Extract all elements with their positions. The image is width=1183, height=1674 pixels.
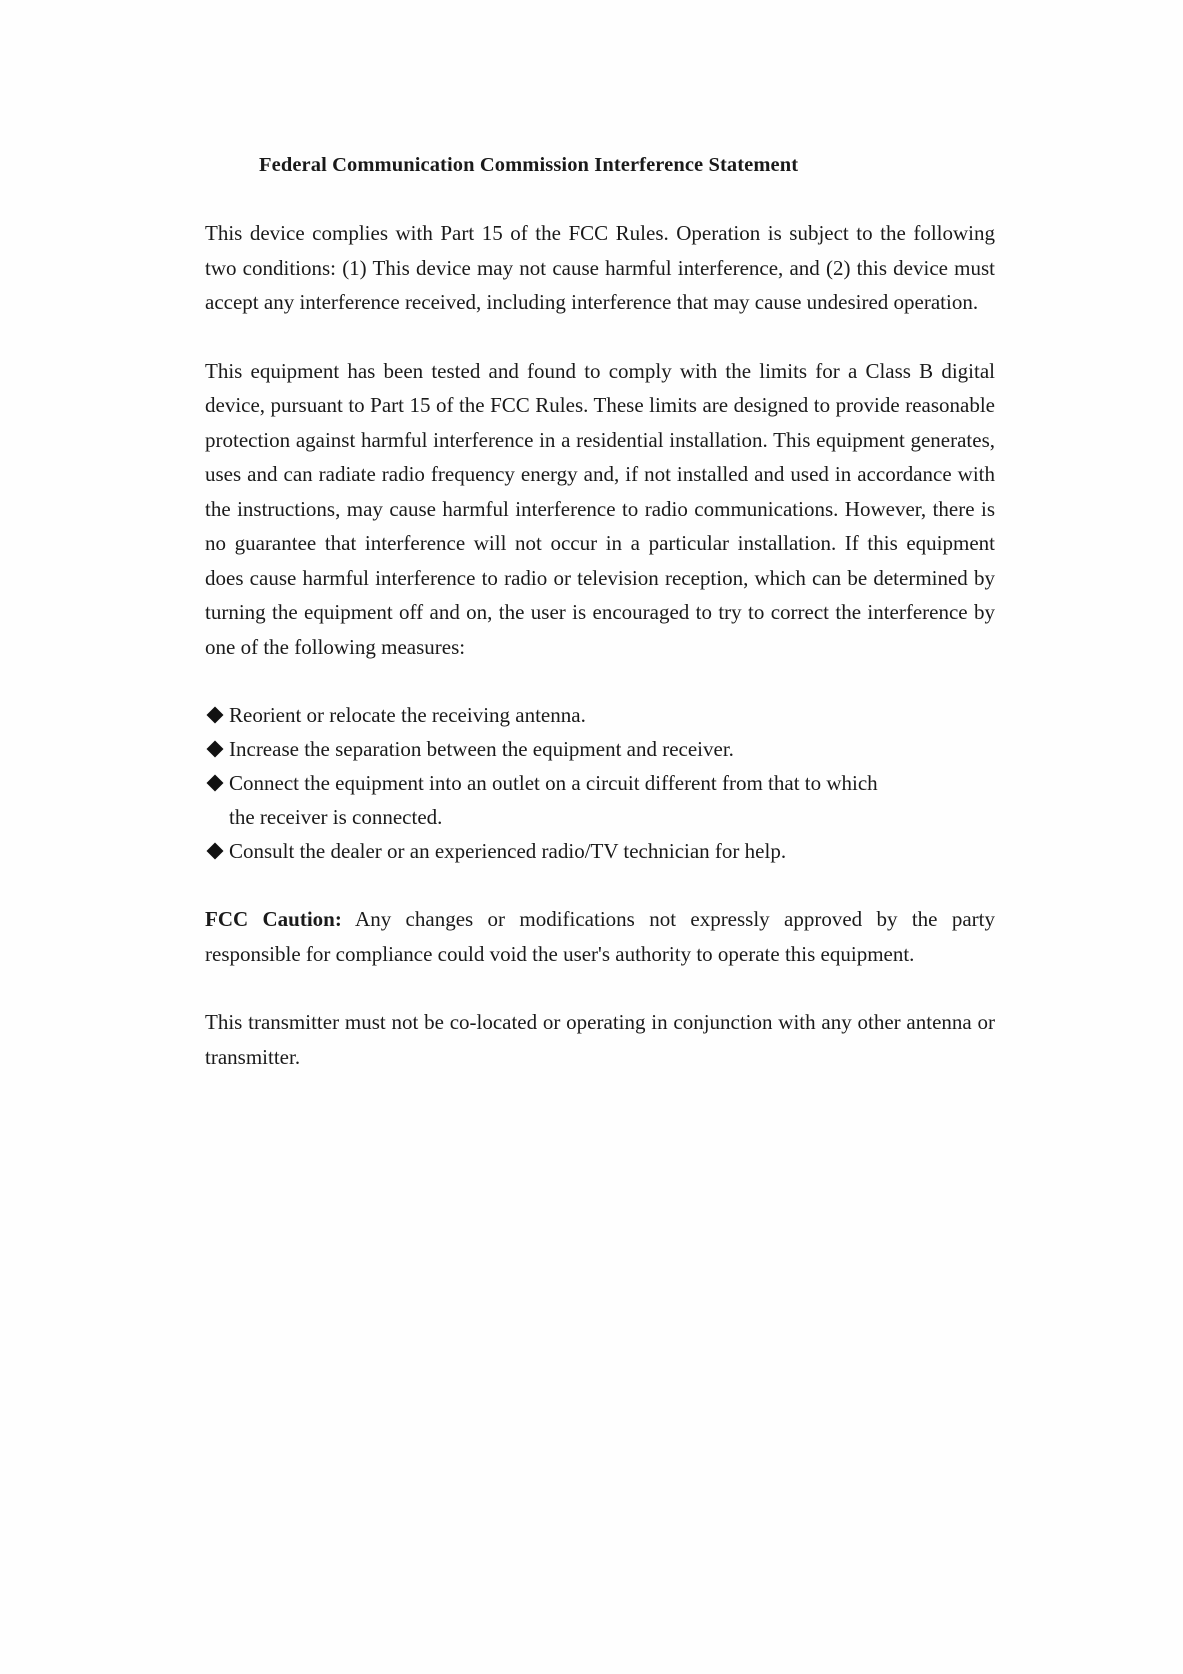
page-title: Federal Communication Commission Interference Statement [259, 154, 799, 176]
list-item-text: Connect the equipment into an outlet on a circuit different from that to which the receiver is connected. [229, 771, 878, 829]
compliance-paragraph: This device complies with Part 15 of the FCC Rules. Operation is subject to the following two conditions: (1) This device may not cause harmful interference, and (2) this device must accept any interference received, including interference that may cause undesired operation. [205, 221, 995, 314]
list-item [205, 698, 885, 732]
fcc-caution-label: FCC Caution: [205, 907, 342, 931]
list-item [205, 834, 885, 868]
diamond-bullet-icon [205, 766, 229, 800]
diamond-bullet-icon [205, 698, 229, 732]
list-item [205, 766, 885, 834]
fcc-caution-paragraph [205, 902, 995, 971]
class-b-paragraph: This equipment has been tested and found to comply with the limits for a Class B digital device, pursuant to Part 15 of the FCC Rules. These limits are designed to provide reasonable protection against harmful interference in a residential installation. This equipment generates, uses and can radiate radio frequency energy and, if not installed and used in accordance with the instructions, may cause harmful interference to radio communications. However, there is no guarantee that interference will not occur in a particular installation. If this equipment does cause harmful interference to radio or television reception, which can be determined by turning the equipment off and on, the user is encouraged to try to correct the interference by one of the following measures: [205, 358, 995, 659]
measures-list [205, 698, 885, 868]
co-location-paragraph: This transmitter must not be co-located or operating in conjunction with any other antenna or transmitter. [205, 1010, 995, 1069]
list-item [205, 732, 885, 766]
diamond-bullet-icon [205, 732, 229, 766]
diamond-bullet-icon [205, 834, 229, 868]
list-item-text: Reorient or relocate the receiving antenna. [229, 703, 586, 727]
list-item-text: Consult the dealer or an experienced radio/TV technician for help. [229, 839, 787, 863]
fcc-caution-text: Any changes or modifications not expressly approved by the party responsible for compliance could void the user's authority to operate this equipment. [205, 907, 995, 966]
list-item-text: Increase the separation between the equipment and receiver. [229, 737, 734, 761]
document-content [205, 150, 995, 1074]
